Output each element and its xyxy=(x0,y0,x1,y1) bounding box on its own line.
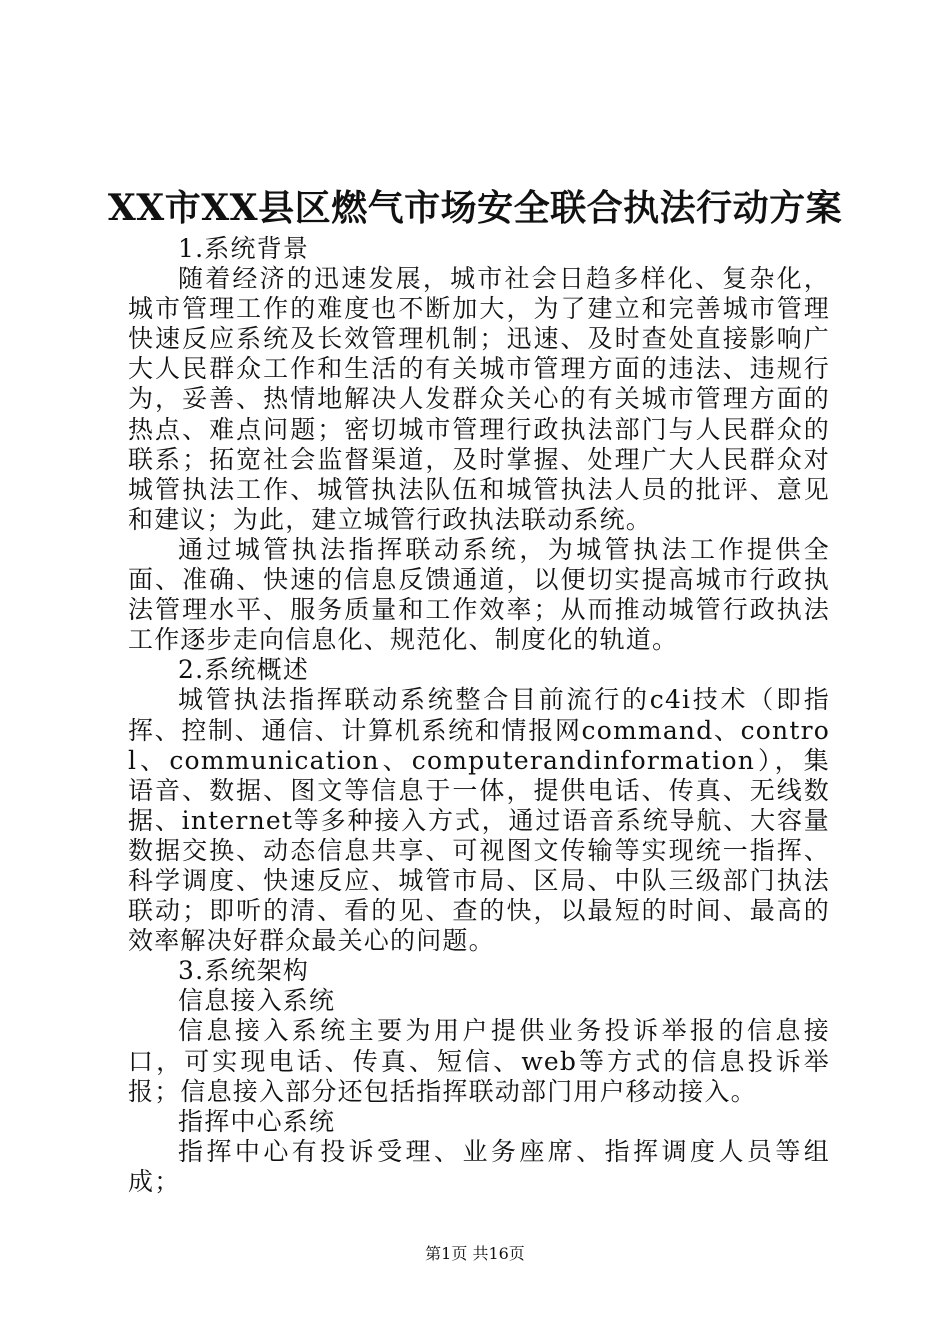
subheading-info-access: 信息接入系统 xyxy=(178,986,336,1016)
section-heading-background: 1.系统背景 xyxy=(178,234,310,263)
paragraph-background-2: 通过城管执法指挥联动系统，为城管执法工作提供全面、准确、快速的信息反馈通道，以便切实提高城市行政执法管理水平、服务质量和工作效率；从而推动城管行政执法工作逐步走向信息化、规范化、制度化的轨道。 xyxy=(128,534,830,655)
paragraph-overview: 城管执法指挥联动系统整合目前流行的c4i技术（即指挥、控制、通信、计算机系统和情报网command、control、communication、computerandinformation），集语音、数据、图文等信息于一体，提供电话、传真、无线数据、internet等多种接入方式，通过语音系统导航、大容量数据交换、动态信息共享、可视图文传输等实现统一指挥、科学调度、快速反应、城管市局、区局、中队三级部门执法联动；即听的清、看的见、查的快，以最短的时间、最高的效率解决好群众最关心的问题。 xyxy=(128,685,830,956)
paragraph-info-access: 信息接入系统主要为用户提供业务投诉举报的信息接口，可实现电话、传真、短信、web等方式的信息投诉举报；信息接入部分还包括指挥联动部门用户移动接入。 xyxy=(128,1016,830,1106)
document-title: XX市XX县区燃气市场安全联合执法行动方案 xyxy=(107,187,843,229)
subheading-command-center: 指挥中心系统 xyxy=(178,1106,336,1136)
section-heading-architecture: 3.系统架构 xyxy=(178,956,310,986)
document-body xyxy=(128,234,830,1197)
paragraph-background-1: 随着经济的迅速发展，城市社会日趋多样化、复杂化，城市管理工作的难度也不断加大，为了建立和完善城市管理快速反应系统及长效管理机制；迅速、及时查处直接影响广大人民群众工作和生活的有关城市管理方面的违法、违规行为，妥善、热情地解决人发群众关心的有关城市管理方面的热点、难点问题；密切城市管理行政执法部门与人民群众的联系；拓宽社会监督渠道，及时掌握、处理广大人民群众对城管执法工作、城管执法队伍和城管执法人员的批评、意见和建议；为此，建立城管行政执法联动系统。 xyxy=(128,264,830,534)
paragraph-command-center: 指挥中心有投诉受理、业务座席、指挥调度人员等组成； xyxy=(128,1136,830,1196)
page-number-footer: 第1页 共16页 xyxy=(425,1244,525,1263)
section-heading-overview: 2.系统概述 xyxy=(178,655,310,685)
